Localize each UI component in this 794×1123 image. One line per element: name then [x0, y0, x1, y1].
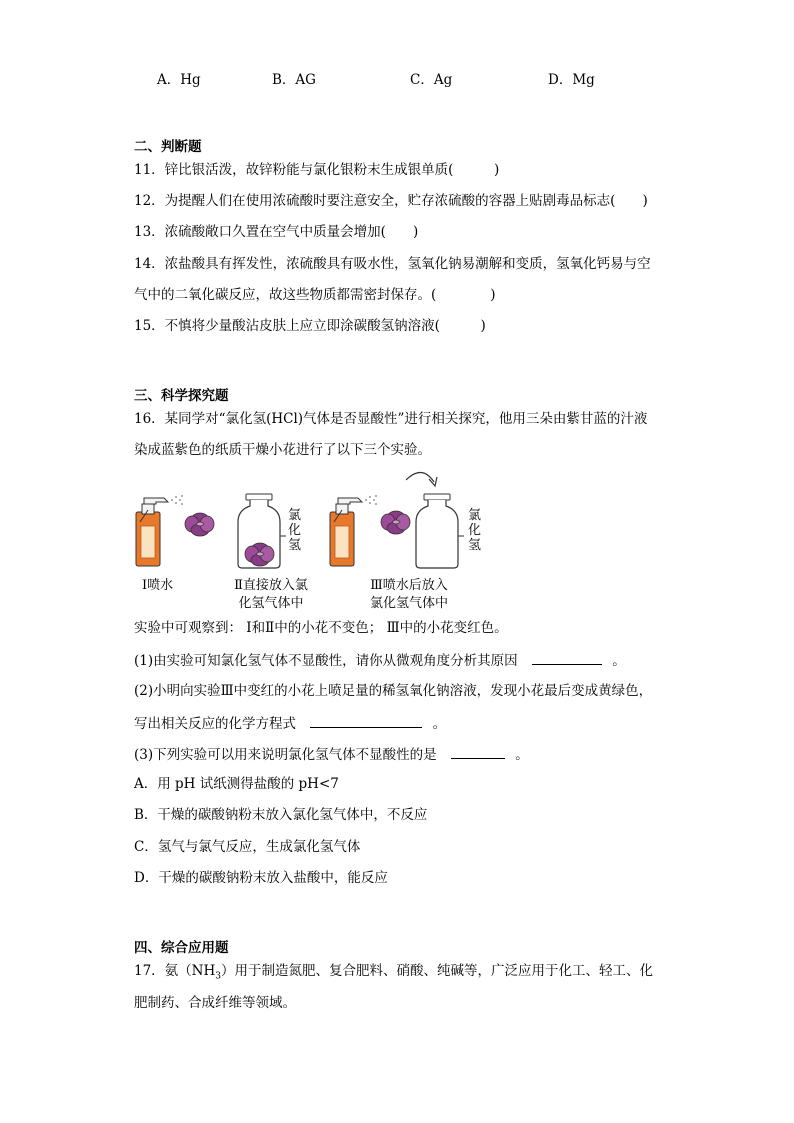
option-a: A．Hg	[157, 72, 201, 88]
spray-bottle-icon	[330, 495, 377, 566]
choice-a: A．用 pH 试纸测得盐酸的 pH<7	[134, 776, 339, 792]
option-d: D．Mg	[548, 72, 595, 88]
question-16-line2: 染成蓝紫色的纸质干燥小花进行了以下三个实验。	[134, 442, 431, 458]
period-mark: 。	[612, 653, 626, 669]
period-mark: 。	[515, 747, 529, 763]
curved-arrow-icon	[406, 472, 437, 486]
choice-c: C．氢气与氯气反应，生成氯化氢气体	[134, 839, 361, 855]
option-b: B．AG	[272, 72, 316, 88]
sub-question-3	[134, 744, 529, 764]
jar-label-hcl: 氯化氢	[468, 508, 482, 553]
figure-caption-3-line2: 氯化氢气体中	[369, 596, 448, 611]
gas-jar-icon	[416, 494, 464, 568]
answer-blank-2[interactable]	[310, 713, 422, 728]
section-heading-application: 四、综合应用题	[134, 940, 229, 956]
jar-label-hcl: 氯化氢	[288, 508, 302, 553]
spray-bottle-icon	[136, 495, 183, 566]
period-mark: 。	[432, 716, 447, 732]
sub-question-2-line2	[134, 713, 446, 733]
answer-blank-1[interactable]	[532, 650, 602, 665]
question-13: 13．浓硫酸敞口久置在空气中质量会增加( )	[134, 224, 419, 240]
observation-text: 实验中可观察到： Ⅰ和Ⅱ中的小花不变色； Ⅲ中的小花变红色。	[134, 620, 508, 636]
question-12: 12．为提醒人们在使用浓硫酸时要注意安全，贮存浓硫酸的容器上贴剧毒品标志( )	[134, 193, 648, 209]
question-17-line2: 肥制药、合成纤维等领域。	[134, 995, 296, 1011]
figure-caption-2-line1: Ⅱ直接放入氯	[234, 578, 308, 593]
question-17-post: ）用于制造氮肥、复合肥料、硝酸、纯碱等，广泛应用于化工、轻工、化	[221, 963, 653, 979]
section-heading-judgement: 二、判断题	[134, 139, 202, 155]
figure-caption-1: Ⅰ喷水	[142, 578, 174, 593]
section-heading-inquiry: 三、科学探究题	[134, 388, 229, 404]
choice-d: D．干燥的碳酸钠粉末放入盐酸中，能反应	[134, 870, 388, 886]
experiment-figure	[130, 466, 500, 614]
choice-b: B．干燥的碳酸钠粉末放入氯化氢气体中，不反应	[134, 807, 428, 823]
question-16-line1: 16．某同学对“氯化氢(HCl)气体是否显酸性”进行相关探究，他用三朵由紫甘蓝的汁液	[134, 411, 648, 427]
figure-caption-3-line1: Ⅲ喷水后放入	[370, 578, 448, 593]
answer-blank-3[interactable]	[451, 744, 505, 759]
question-14-line2: 气中的二氧化碳反应，故这些物质都需密封保存。( )	[134, 287, 496, 303]
figure-caption-2-line2: 化氢气体中	[238, 596, 304, 611]
sub-question-2-line1: (2)小明向实验Ⅲ中变红的小花上喷足量的稀氢氧化钠溶液，发现小花最后变成黄绿色，	[134, 683, 653, 699]
flower-icon	[185, 513, 214, 536]
sub-question-3-text: (3)下列实验可以用来说明氯化氢气体不显酸性的是	[134, 747, 437, 763]
question-11: 11．锌比银活泼，故锌粉能与氯化银粉末生成银单质( )	[134, 162, 500, 178]
question-17-pre: 17．氨（NH	[134, 963, 216, 979]
question-17-line1	[134, 962, 653, 986]
flower-icon	[381, 511, 410, 534]
subscript: 3	[215, 971, 221, 982]
sub-question-1-text: (1)由实验可知氯化氢气体不显酸性，请你从微观角度分析其原因	[134, 653, 518, 669]
question-15: 15．不慎将少量酸沾皮肤上应立即涂碳酸氢钠溶液( )	[134, 318, 486, 334]
question-14-line1: 14．浓盐酸具有挥发性，浓硫酸具有吸水性，氢氧化钠易潮解和变质，氢氧化钙易与空	[134, 256, 651, 272]
sub-question-1	[134, 650, 626, 670]
option-c: C．Ag	[410, 72, 453, 88]
sub-question-2-text: 写出相关反应的化学方程式	[134, 716, 296, 732]
